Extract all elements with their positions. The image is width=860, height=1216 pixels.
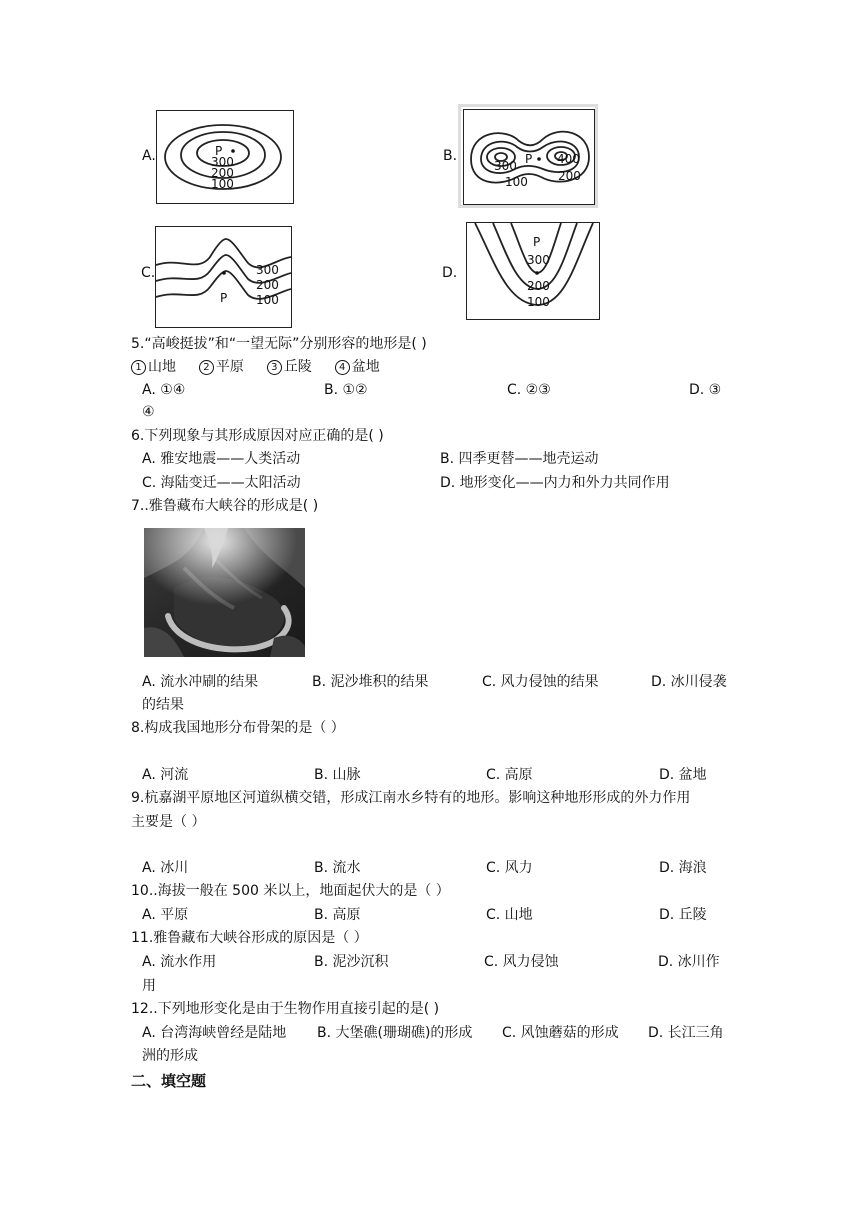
figure-d-contour-200: 200 — [527, 279, 550, 293]
q12-option-d-wrap: 洲的形成 — [142, 1048, 198, 1064]
figure-a-contour-200: 200 — [211, 166, 234, 180]
q5-items — [131, 357, 380, 377]
figure-b-label: B. — [443, 148, 458, 164]
q6-option-b[interactable]: B. 四季更替——地壳运动 — [440, 451, 599, 467]
q5-item-4-num: 4 — [335, 360, 350, 375]
q7-option-a[interactable]: A. 流水冲刷的结果 — [142, 674, 259, 690]
figure-b-contour-400: 400 — [557, 152, 580, 166]
q10-option-d[interactable]: D. 丘陵 — [659, 907, 707, 923]
figure-b-contour-100: 100 — [505, 175, 528, 189]
figure-c-label: C. — [141, 265, 156, 281]
q8-option-d[interactable]: D. 盆地 — [659, 767, 707, 783]
figure-a-contour-map — [156, 110, 294, 204]
q5-option-a[interactable]: A. ①④ — [142, 382, 186, 398]
q10-option-b[interactable]: B. 高原 — [314, 907, 361, 923]
q5-item-2: 2 平原 — [199, 359, 244, 375]
q9-stem: 9.杭嘉湖平原地区河道纵横交错，形成江南水乡特有的地形。影响这种地形形成的外力作用 — [131, 790, 691, 806]
figure-c-contour-300: 300 — [256, 263, 279, 277]
q5-stem: 5.“高峻挺拔”和“一望无际”分别形容的地形是( ) — [131, 336, 427, 352]
q10-stem: 10..海拔一般在 500 米以上，地面起伏大的是（ ） — [131, 883, 450, 899]
q8-option-c[interactable]: C. 高原 — [486, 767, 533, 783]
figure-c-contour-200: 200 — [256, 278, 279, 292]
q9-option-c[interactable]: C. 风力 — [486, 860, 533, 876]
figure-d-contour-300: 300 — [527, 253, 550, 267]
q5-option-b[interactable]: B. ①② — [324, 382, 368, 398]
figure-b-contour-200: 200 — [558, 169, 581, 183]
section-heading-fill-in: 二、填空题 — [131, 1072, 207, 1090]
q5-option-d-wrap: ④ — [142, 404, 155, 420]
figure-b-contour-300: 300 — [494, 159, 517, 173]
figure-a-contour-100: 100 — [211, 177, 234, 191]
q7-option-c[interactable]: C. 风力侵蚀的结果 — [482, 674, 599, 690]
q11-option-b[interactable]: B. 泥沙沉积 — [314, 954, 389, 970]
q7-option-d-wrap: 的结果 — [142, 697, 184, 713]
q8-option-a[interactable]: A. 河流 — [142, 767, 189, 783]
q12-option-d[interactable]: D. 长江三角 — [648, 1025, 724, 1041]
canyon-photo — [144, 528, 305, 657]
figure-d-label: D. — [442, 265, 458, 281]
q10-option-c[interactable]: C. 山地 — [486, 907, 533, 923]
q11-option-d-wrap: 用 — [142, 978, 156, 994]
figure-d-contour-map — [466, 222, 600, 320]
q11-option-d[interactable]: D. 冰川作 — [658, 954, 720, 970]
q8-option-b[interactable]: B. 山脉 — [314, 767, 361, 783]
q5-item-4: 4 盆地 — [335, 359, 380, 375]
q6-option-a[interactable]: A. 雅安地震——人类活动 — [142, 451, 301, 467]
q5-item-2-num: 2 — [199, 360, 214, 375]
figure-b-contour-map — [458, 104, 598, 208]
q5-item-3: 3 丘陵 — [267, 359, 312, 375]
q12-stem: 12..下列地形变化是由于生物作用直接引起的是( ) — [131, 1001, 440, 1017]
q7-option-d[interactable]: D. 冰川侵袭 — [651, 674, 727, 690]
figure-a-label: A. — [142, 148, 156, 164]
q5-item-1: 1 山地 — [131, 359, 176, 375]
q6-option-d[interactable]: D. 地形变化——内力和外力共同作用 — [440, 475, 670, 491]
q6-stem: 6.下列现象与其形成原因对应正确的是( ) — [131, 428, 384, 444]
q12-option-a[interactable]: A. 台湾海峡曾经是陆地 — [142, 1025, 287, 1041]
q9-stem-line2: 主要是（ ） — [131, 814, 206, 830]
figure-a-point-label: P — [215, 144, 223, 158]
q5-option-c[interactable]: C. ②③ — [507, 382, 551, 398]
q6-option-c[interactable]: C. 海陆变迁——太阳活动 — [142, 475, 301, 491]
q5-option-d[interactable]: D. ③ — [689, 382, 722, 398]
q10-option-a[interactable]: A. 平原 — [142, 907, 189, 923]
q7-option-b[interactable]: B. 泥沙堆积的结果 — [312, 674, 429, 690]
q9-option-d[interactable]: D. 海浪 — [659, 860, 707, 876]
q8-stem: 8.构成我国地形分布骨架的是（ ） — [131, 720, 345, 736]
q11-stem: 11.雅鲁藏布大峡谷形成的原因是（ ） — [131, 930, 368, 946]
figure-d-point-label: P — [533, 235, 541, 249]
q11-option-a[interactable]: A. 流水作用 — [142, 954, 217, 970]
figure-c-contour-map — [155, 226, 292, 328]
q9-option-a[interactable]: A. 冰川 — [142, 860, 189, 876]
q5-item-1-num: 1 — [131, 360, 146, 375]
q12-option-c[interactable]: C. 风蚀蘑菇的形成 — [502, 1025, 619, 1041]
figure-a-contour-300: 300 — [211, 155, 234, 169]
figure-d-contour-100: 100 — [527, 295, 550, 309]
figure-c-contour-100: 100 — [256, 293, 279, 307]
q11-option-c[interactable]: C. 风力侵蚀 — [484, 954, 559, 970]
figure-b-peak-label: P — [525, 152, 533, 166]
q12-option-b[interactable]: B. 大堡礁(珊瑚礁)的形成 — [317, 1025, 473, 1041]
q9-option-b[interactable]: B. 流水 — [314, 860, 361, 876]
q5-item-3-num: 3 — [267, 360, 282, 375]
figure-c-point-label: P — [220, 291, 228, 305]
q7-stem: 7..雅鲁藏布大峡谷的形成是( ) — [131, 498, 319, 514]
